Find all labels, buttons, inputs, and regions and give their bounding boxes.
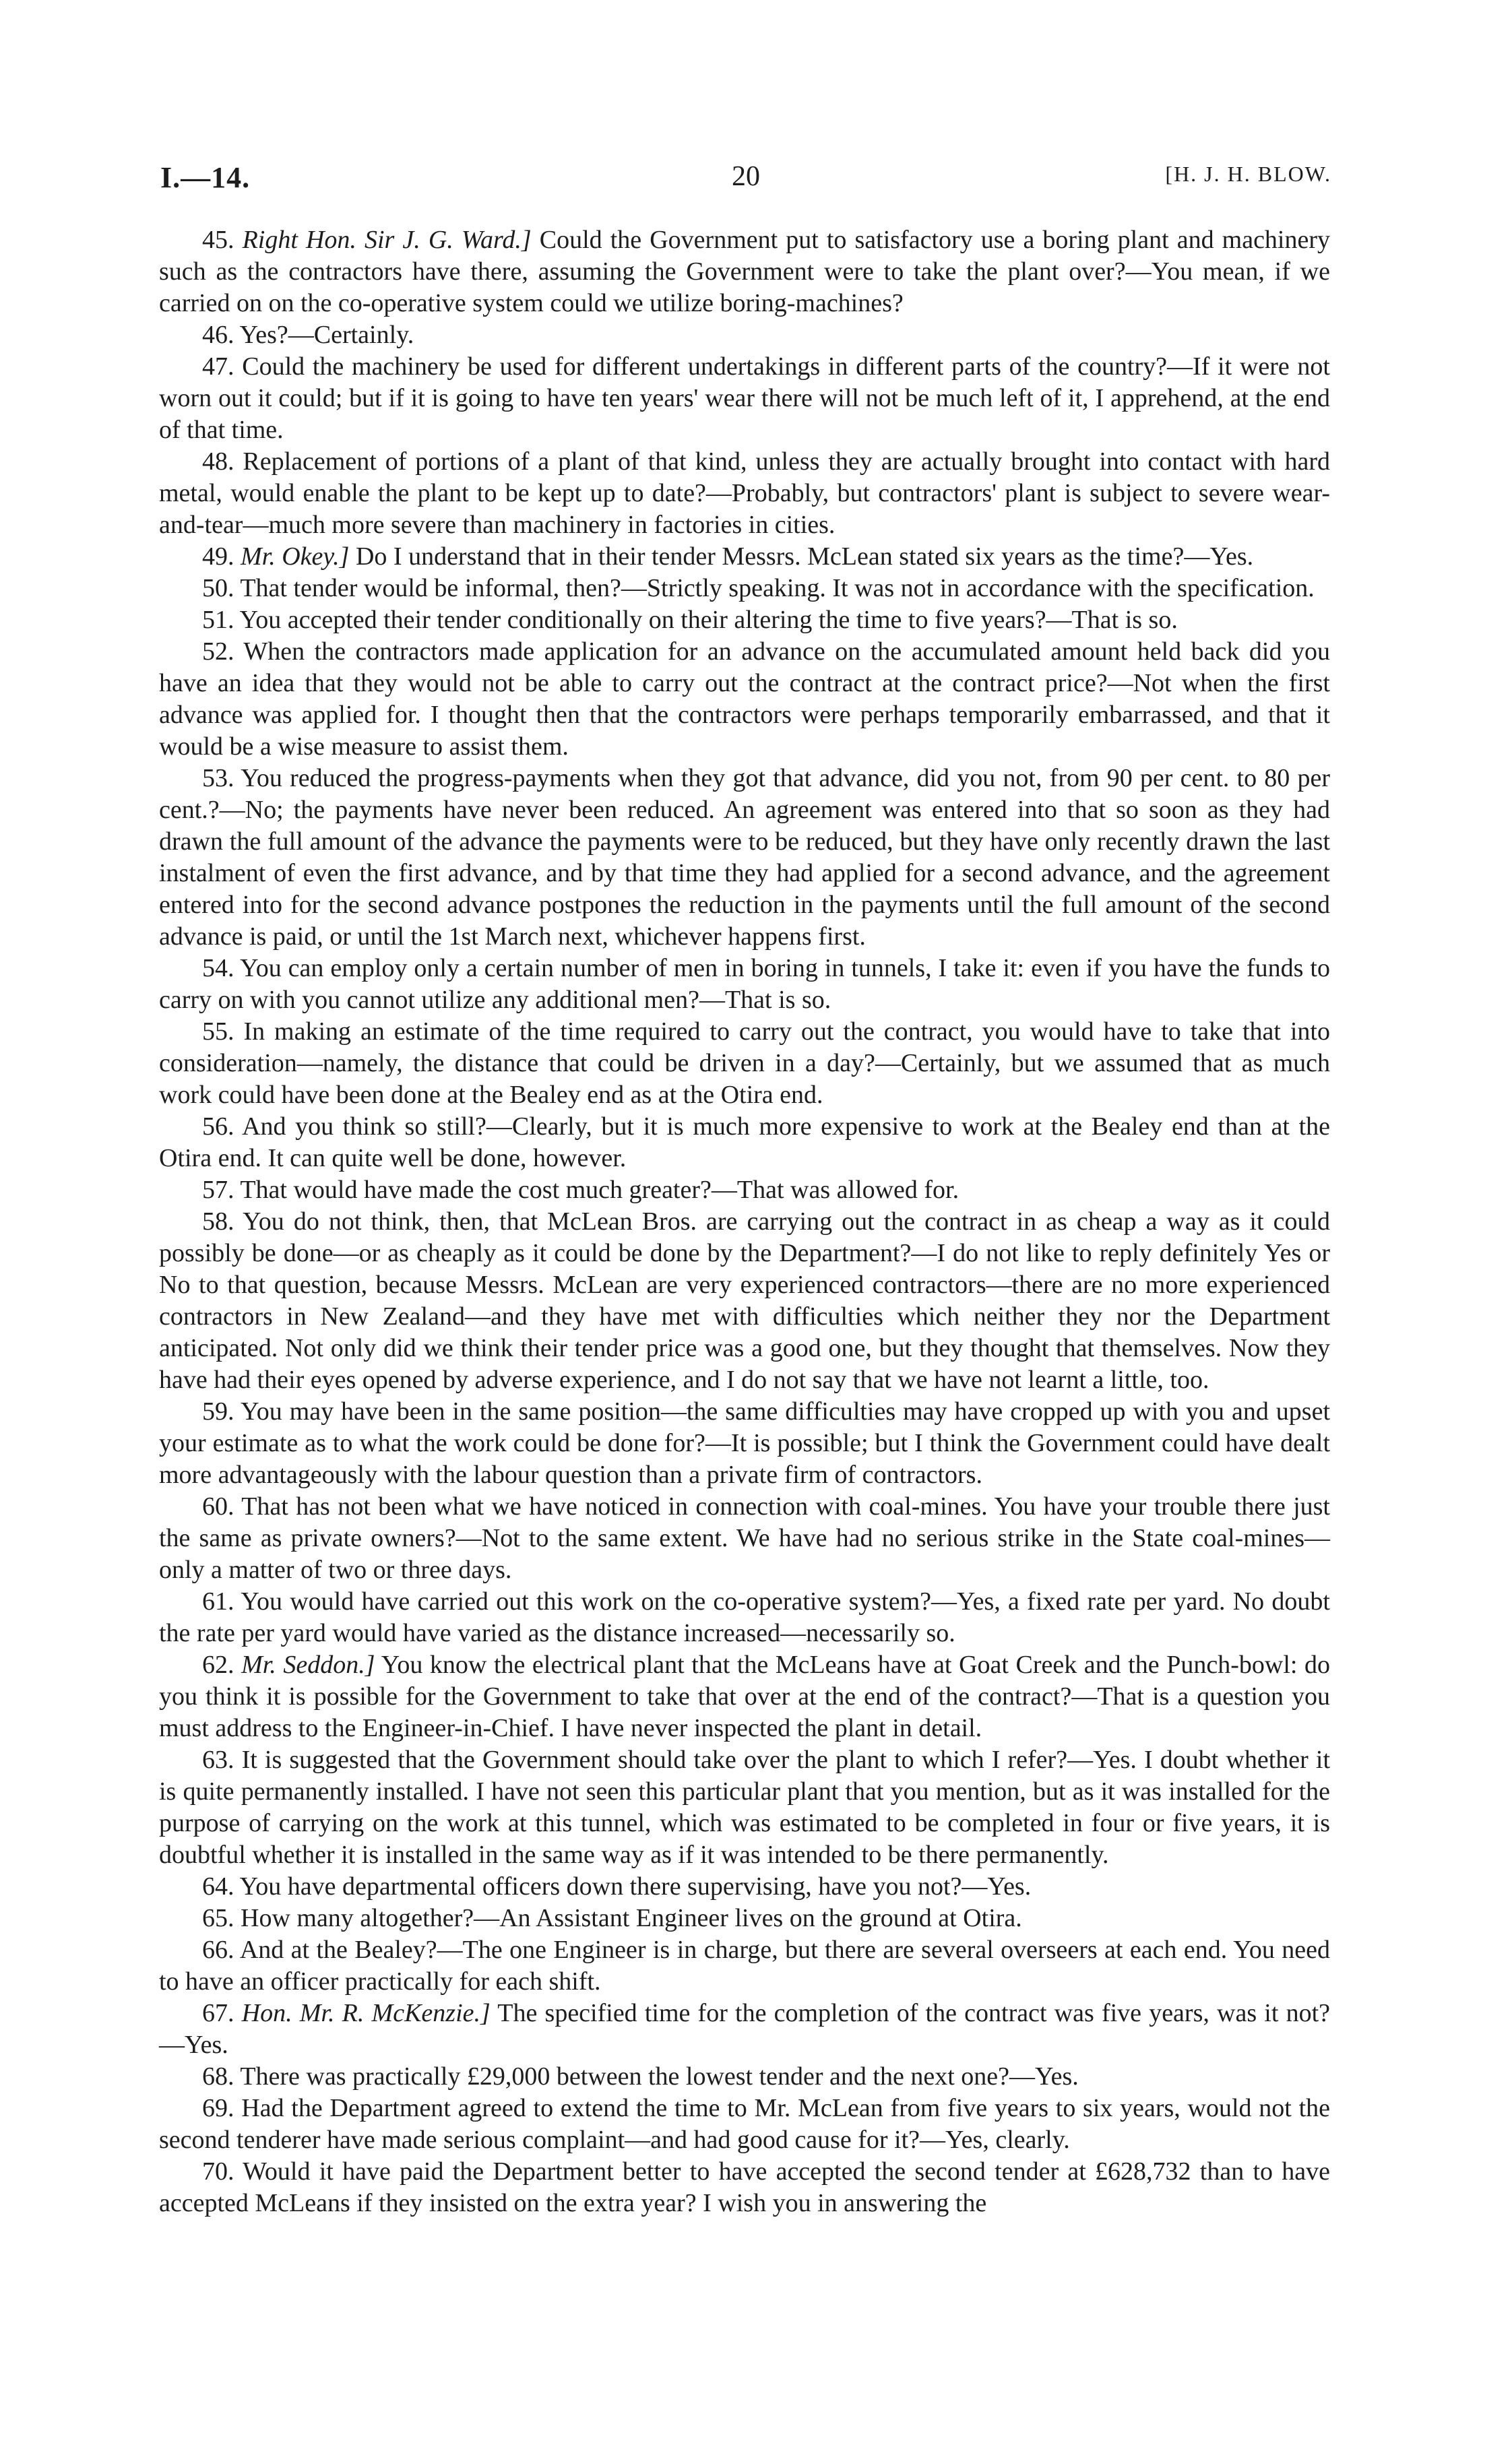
testimony-paragraph — [159, 1871, 1330, 1903]
testimony-paragraph — [159, 1016, 1330, 1111]
speaker-name: Mr. Seddon.] — [241, 1651, 375, 1679]
question-answer-text: When the contractors made application for an advance on the accumulated amount held back did you have an idea that they would not be able to carry out the contract at the contract price?—Not when the first advance was applied for. I thought then that the contractors were perhaps temporarily embarrassed, and that it would be a wise measure to assist them. — [159, 637, 1330, 761]
question-answer-text: The specified time for the completion of the contract was five years, was it not?—Yes. — [159, 1999, 1330, 2059]
speaker-name: Right Hon. Sir J. G. Ward.] — [242, 226, 532, 254]
testimony-paragraph — [159, 1998, 1330, 2061]
testimony-body — [159, 224, 1330, 2219]
question-number: 45. — [202, 226, 234, 254]
question-number: 59. — [202, 1397, 234, 1426]
question-number: 70. — [202, 2157, 234, 2186]
question-number: 65. — [202, 1904, 234, 1932]
question-answer-text: That tender would be informal, then?—Strictly speaking. It was not in accordance with the specification. — [240, 574, 1315, 602]
testimony-paragraph — [159, 953, 1330, 1016]
question-answer-text: You may have been in the same position—the same difficulties may have cropped up with you and upset your estimate as to what the work could be done for?—It is possible; but I think the Government could have dealt more advantageously with the labour question than a private firm of contractors. — [159, 1397, 1330, 1489]
question-answer-text: There was practically £29,000 between the lowest tender and the next one?—Yes. — [240, 2062, 1079, 2091]
question-number: 57. — [202, 1176, 234, 1204]
question-answer-text: That has not been what we have noticed in connection with coal-mines. You have your trouble there just the same as private owners?—Not to the same extent. We have had no serious strike in the State coal-mines—only a matter of two or three days. — [159, 1492, 1330, 1584]
testimony-paragraph — [159, 1649, 1330, 1744]
question-answer-text: You do not think, then, that McLean Bros. are carrying out the contract in as cheap a way as it could possibly be done—or as cheaply as it could be done by the Department?—I do not like to reply definitely Yes or No to that question, because Messrs. McLean are very experienced contractors—there are no more experienced contractors in New Zealand—and they have met with difficulties which neither they nor the Department anticipated. Not only did we think their tender price was a good one, but they thought that themselves. Now they have had their eyes opened by adverse experience, and I do not say that we have not learnt a little, too. — [159, 1207, 1331, 1394]
testimony-paragraph — [159, 351, 1330, 446]
testimony-paragraph — [159, 2156, 1330, 2219]
question-number: 46. — [202, 321, 234, 349]
question-answer-text: You can employ only a certain number of men in boring in tunnels, I take it: even if you have the funds to carry on with you cannot utilize any additional men?—That is so. — [159, 954, 1330, 1014]
question-number: 58. — [202, 1207, 234, 1236]
question-answer-text: Replacement of portions of a plant of that kind, unless they are actually brought into contact with hard metal, would enable the plant to be kept up to date?—Probably, but contractors' plant is subject to severe wear-and-tear—much more severe than machinery in factories in cities. — [159, 447, 1330, 539]
running-header — [160, 160, 1331, 201]
question-number: 53. — [202, 764, 234, 792]
question-answer-text: You know the electrical plant that the McLeans have at Goat Creek and the Punch-bowl: do you think it is possible for the Government to take that over at the end of the contract?—That is a question you must address to the Engineer-in-Chief. I have never inspected the plant in detail. — [159, 1651, 1331, 1742]
question-number: 67. — [202, 1999, 234, 2027]
testimony-paragraph — [159, 763, 1330, 953]
question-number: 50. — [202, 574, 234, 602]
question-number: 54. — [202, 954, 234, 982]
speaker-name: Mr. Okey.] — [241, 542, 350, 571]
question-answer-text: Would it have paid the Department better to have accepted the second tender at £628,732 than to have accepted McLeans if they insisted on the extra year? I wish you in answering the — [159, 2157, 1330, 2217]
question-number: 51. — [202, 606, 234, 634]
question-answer-text: Do I understand that in their tender Messrs. McLean stated six years as the time?—Yes. — [355, 542, 1254, 571]
question-answer-text: Could the Government put to satisfactory use a boring plant and machinery such as the contractors have there, assuming the Government were to take the plant over?—You mean, if we carried on on the co-operative system could we utilize boring-machines? — [159, 226, 1331, 317]
question-answer-text: You have departmental officers down there supervising, have you not?—Yes. — [239, 1872, 1032, 1901]
testimony-paragraph — [159, 1111, 1330, 1174]
testimony-paragraph — [159, 636, 1330, 763]
question-number: 66. — [202, 1936, 234, 1964]
speaker-name: Hon. Mr. R. McKenzie.] — [241, 1999, 491, 2027]
question-number: 60. — [202, 1492, 234, 1521]
testimony-paragraph — [159, 1396, 1330, 1491]
question-answer-text: How many altogether?—An Assistant Engineer lives on the ground at Otira. — [241, 1904, 1022, 1932]
question-number: 49. — [202, 542, 234, 571]
testimony-paragraph — [159, 2061, 1330, 2093]
question-answer-text: You accepted their tender conditionally on their altering the time to five years?—That is so. — [239, 606, 1178, 634]
question-number: 56. — [202, 1112, 234, 1141]
testimony-paragraph — [159, 1934, 1330, 1998]
question-answer-text: And you think so still?—Clearly, but it is much more expensive to work at the Bealey end than at the Otira end. It can quite well be done, however. — [159, 1112, 1331, 1172]
testimony-paragraph — [159, 1744, 1330, 1871]
question-number: 63. — [202, 1746, 234, 1774]
testimony-paragraph — [159, 1206, 1330, 1396]
question-answer-text: It is suggested that the Government should take over the plant to which I refer?—Yes. I doubt whether it is quite permanently installed. I have not seen this particular plant that you mention, but as it was installed for the purpose of carrying on the work at this tunnel, which was estimated to be completed in four or five years, it is doubtful whether it is installed in the same way as if it was intended to be there permanently. — [159, 1746, 1331, 1869]
question-answer-text: That would have made the cost much greater?—That was allowed for. — [240, 1176, 959, 1204]
question-number: 47. — [202, 352, 234, 381]
testimony-paragraph — [159, 224, 1330, 319]
testimony-paragraph — [159, 541, 1330, 573]
testimony-paragraph — [159, 1903, 1330, 1934]
question-number: 52. — [202, 637, 234, 666]
question-number: 68. — [202, 2062, 234, 2091]
testimony-paragraph — [159, 2093, 1330, 2156]
question-number: 69. — [202, 2094, 234, 2122]
question-answer-text: Could the machinery be used for different undertakings in different parts of the country?—If it were not worn out it could; but if it is going to have ten years' wear there will not be much left of it, I apprehend, at the end of that time. — [159, 352, 1330, 444]
question-answer-text: And at the Bealey?—The one Engineer is in charge, but there are several overseers at each end. You need to have an officer practically for each shift. — [159, 1936, 1330, 1996]
question-number: 55. — [202, 1017, 234, 1046]
testimony-paragraph — [159, 446, 1330, 541]
page-number: 20 — [732, 161, 760, 192]
witness-name: [H. J. H. BLOW. — [1165, 162, 1331, 186]
parliamentary-paper-reference: I.—14. — [160, 161, 251, 194]
testimony-paragraph — [159, 604, 1330, 636]
testimony-paragraph — [159, 1491, 1330, 1586]
testimony-paragraph — [159, 1174, 1330, 1206]
question-number: 62. — [202, 1651, 234, 1679]
question-number: 61. — [202, 1587, 234, 1616]
question-answer-text: You reduced the progress-payments when they got that advance, did you not, from 90 per cent. to 80 per cent.?—No; the payments have never been reduced. An agreement was entered into that so soon as they had drawn the full amount of the advance the payments were to be reduced, but they have only recently drawn the last instalment of even the first advance, and by that time they had applied for a second advance, and the agreement entered into for the second advance postpones the reduction in the payments until the full amount of the second advance is paid, or until the 1st March next, whichever happens first. — [159, 764, 1331, 951]
question-number: 64. — [202, 1872, 234, 1901]
question-answer-text: In making an estimate of the time required to carry out the contract, you would have to take that into consideration—namely, the distance that could be driven in a day?—Certainly, but we assumed that as much work could have been done at the Bealey end as at the Otira end. — [159, 1017, 1330, 1109]
testimony-paragraph — [159, 319, 1330, 351]
question-number: 48. — [202, 447, 234, 476]
question-answer-text: You would have carried out this work on the co-operative system?—Yes, a fixed rate per yard. No doubt the rate per yard would have varied as the distance increased—necessarily so. — [159, 1587, 1330, 1647]
testimony-paragraph — [159, 573, 1330, 604]
question-answer-text: Had the Department agreed to extend the time to Mr. McLean from five years to six years, would not the second tenderer have made serious complaint—and had good cause for it?—Yes, clearly. — [159, 2094, 1330, 2154]
question-answer-text: Yes?—Certainly. — [239, 321, 414, 349]
testimony-paragraph — [159, 1586, 1330, 1649]
